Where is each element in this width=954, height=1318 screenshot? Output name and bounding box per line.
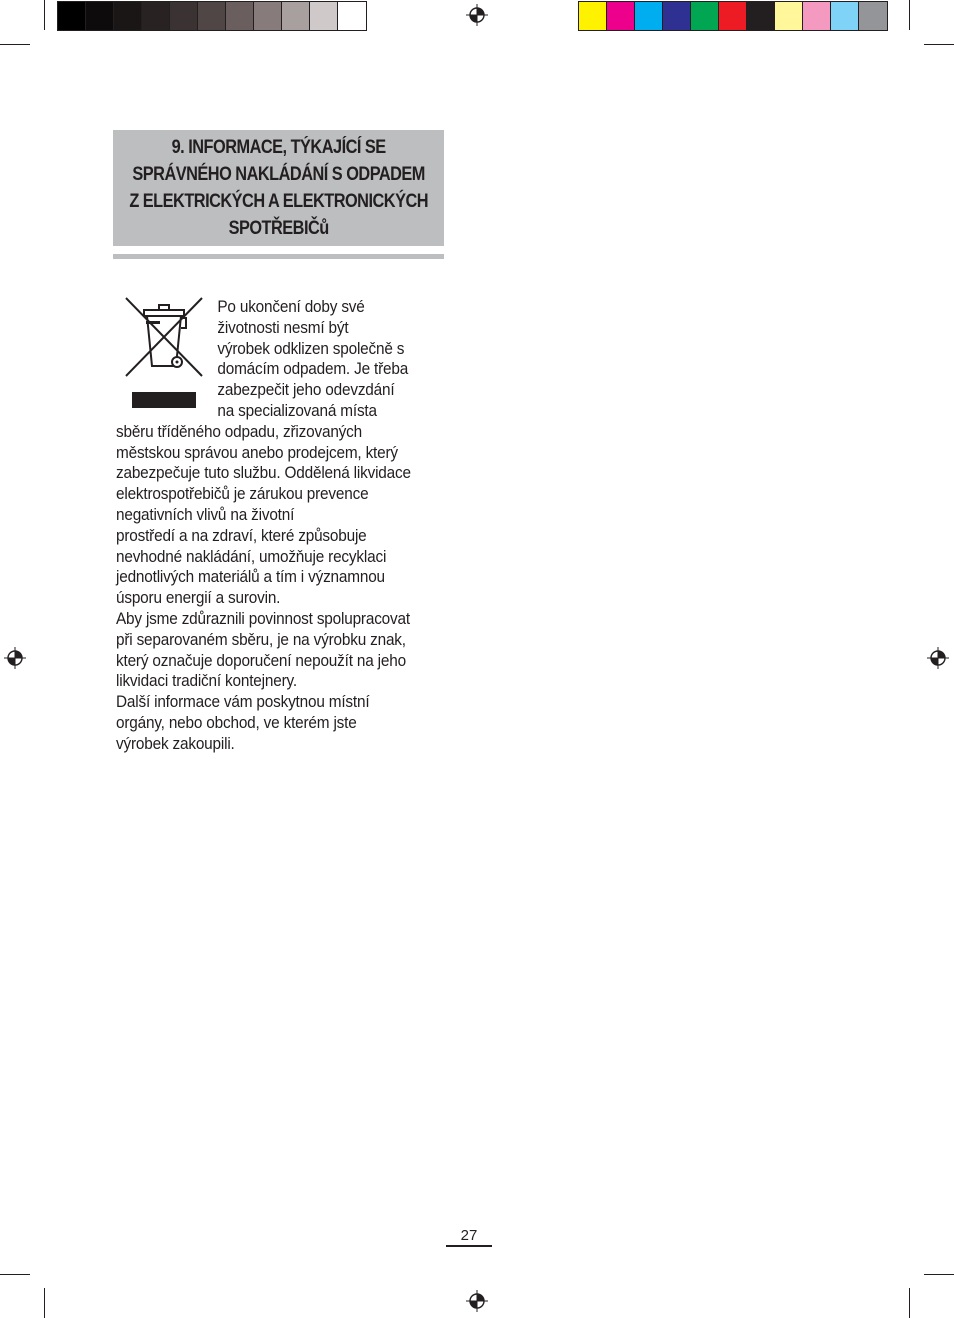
- text-line: zabezpečuje tuto službu. Oddělená likvidace: [116, 464, 411, 483]
- text-line: sběru tříděného odpadu, zřizovaných: [116, 422, 362, 441]
- color-swatch: [747, 2, 775, 30]
- color-swatch: [691, 2, 719, 30]
- crop-mark: [909, 1288, 910, 1318]
- text-line: negativních vlivů na životní: [116, 505, 295, 524]
- text-line: nevhodné nakládání, umožňuje recyklaci: [116, 547, 387, 566]
- text-line: Aby jsme zdůraznili povinnost spolupracovat: [116, 609, 410, 628]
- color-swatch: [310, 2, 338, 30]
- text-line: výrobek zakoupili.: [116, 734, 235, 753]
- color-swatch: [86, 2, 114, 30]
- text-line: domácím odpadem. Je třeba: [217, 360, 409, 379]
- crop-mark: [44, 1288, 45, 1318]
- color-swatch: [859, 2, 887, 30]
- color-swatch: [635, 2, 663, 30]
- color-swatch: [142, 2, 170, 30]
- registration-mark-icon: [466, 4, 488, 26]
- section-title-line: SPOTŘEBIČů: [228, 218, 329, 239]
- color-swatch: [775, 2, 803, 30]
- registration-mark-icon: [4, 647, 26, 669]
- section-title-line: SPRÁVNÉHO NAKLÁDÁNÍ S ODPADEM: [132, 164, 425, 185]
- section-divider: [113, 254, 444, 259]
- registration-mark-icon: [927, 647, 949, 669]
- grayscale-calibration-strip: [57, 1, 367, 31]
- crop-mark: [44, 0, 45, 30]
- section-title-line: 9. INFORMACE, TÝKAJÍCÍ SE: [171, 137, 386, 158]
- color-swatch: [663, 2, 691, 30]
- color-swatch: [282, 2, 310, 30]
- crop-mark: [0, 1274, 30, 1275]
- text-line: úsporu energií a surovin.: [116, 589, 281, 608]
- text-line: výrobek odklizen společně s: [217, 339, 405, 358]
- page-number-rule: [446, 1245, 492, 1247]
- color-swatch: [338, 2, 366, 30]
- crop-mark: [924, 44, 954, 45]
- section-title-line: Z ELEKTRICKÝCH A ELEKTRONICKÝCH: [129, 191, 428, 212]
- text-line: elektrospotřebičů je zárukou prevence: [116, 485, 369, 504]
- color-swatch: [58, 2, 86, 30]
- text-line: na specializovaná místa: [217, 401, 377, 420]
- text-line: Další informace vám poskytnou místní: [116, 693, 370, 712]
- crop-mark: [909, 0, 910, 30]
- color-swatch: [170, 2, 198, 30]
- color-swatch: [607, 2, 635, 30]
- color-swatch: [198, 2, 226, 30]
- color-swatch: [226, 2, 254, 30]
- color-swatch: [579, 2, 607, 30]
- crop-mark: [0, 44, 30, 45]
- color-swatch: [719, 2, 747, 30]
- color-swatch: [803, 2, 831, 30]
- section-header: [113, 130, 444, 246]
- text-line: prostředí a na zdraví, které způsobuje: [116, 526, 367, 545]
- color-calibration-strip: [578, 1, 888, 31]
- registration-mark-icon: [466, 1290, 488, 1312]
- color-swatch: [831, 2, 859, 30]
- text-line: zabezpečit jeho odevzdání: [217, 381, 395, 400]
- color-swatch: [254, 2, 282, 30]
- text-line: likvidaci tradiční kontejnery.: [116, 672, 297, 691]
- text-line: orgány, nebo obchod, ve kterém jste: [116, 713, 357, 732]
- page-number: 27: [460, 1227, 478, 1244]
- text-line: jednotlivých materiálů a tím i významnou: [116, 568, 385, 587]
- text-line: při separovaném sběru, je na výrobku znak,: [116, 630, 406, 649]
- waste-disposal-text: [116, 297, 450, 755]
- text-line: Po ukončení doby své: [217, 298, 365, 316]
- text-line: městskou správou anebo prodejcem, který: [116, 443, 398, 462]
- text-line: který označuje doporučení nepoužít na jeho: [116, 651, 406, 670]
- color-swatch: [114, 2, 142, 30]
- text-line: životnosti nesmí být: [217, 318, 349, 337]
- section-title: [129, 134, 428, 242]
- crop-mark: [924, 1274, 954, 1275]
